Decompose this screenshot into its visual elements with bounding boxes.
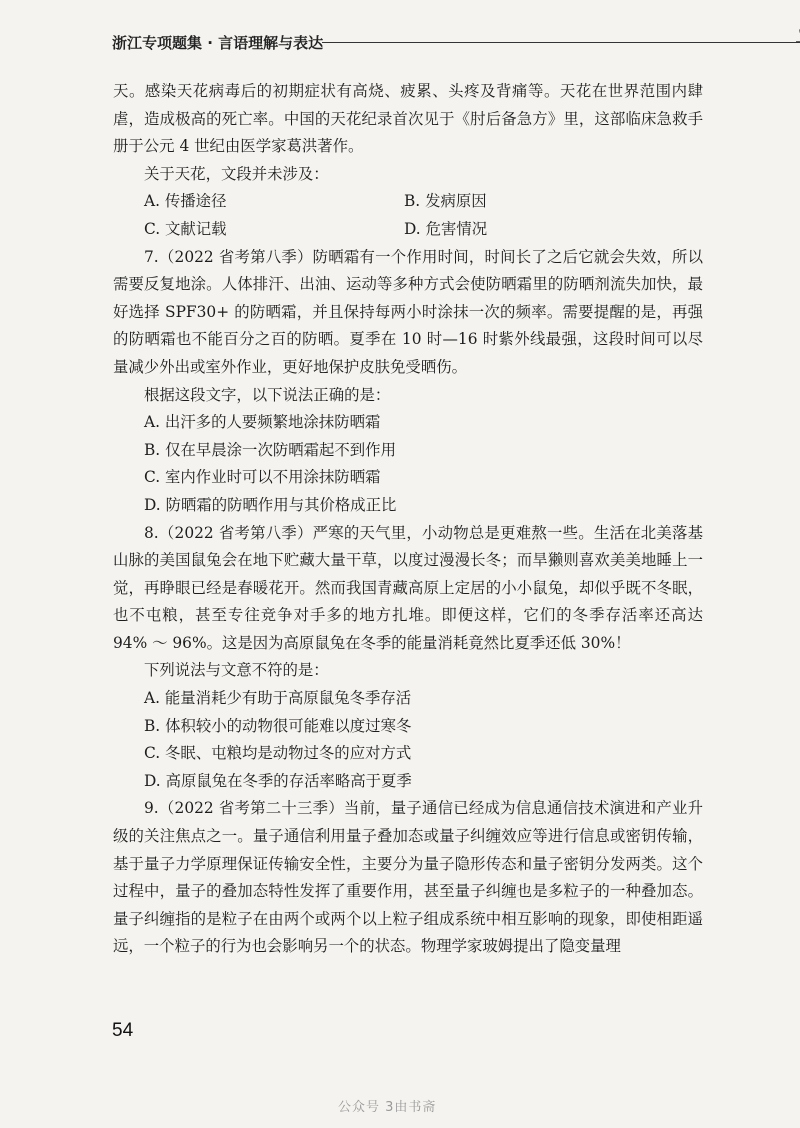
header-rule [322, 42, 800, 43]
page-content [113, 78, 703, 961]
option-b: B. 发病原因 [404, 192, 487, 211]
question-6-prompt: 关于天花，文段并未涉及： [144, 164, 329, 183]
option-a: A. 传播途径 [144, 192, 227, 211]
question-7-text: 7.（2022 省考第八季）防晒霜有一个作用时间，时间长了之后它就会失效，所以需要反复地涂。人体排汗、出油、运动等多种方式会使防晒霜里的防晒剂流失加快，最好选择 SPF30+ 的防晒霜，并且保持每两小时涂抹一次的频率。需要提醒的是，再强的防晒霜也不能百分之百的防晒。夏季在 10 时—16 时紫外线最强，这段时间可以尽量减少外出或室外作业，更好地保护皮肤免受晒伤。 [113, 247, 703, 376]
header-title: 浙江专项题集 · 言语理解与表达 [112, 34, 324, 52]
question-9-text: 9.（2022 省考第二十三季）当前，量子通信已经成为信息通信技术演进和产业升级的关注焦点之一。量子通信利用量子叠加态或量子纠缠效应等进行信息或密钥传输，基于量子力学原理保证传输安全性，主要分为量子隐形传态和量子密钥分发两类。这个过程中，量子的叠加态特性发挥了重要作用，甚至量子纠缠也是多粒子的一种叠加态。量子纠缠指的是粒子在由两个或两个以上粒子组成系统中相互影响的现象，即使相距遥远，一个粒子的行为也会影响另一个的状态。物理学家玻姆提出了隐变量理 [113, 799, 703, 956]
question-8-option-a: A. 能量消耗少有助于高原鼠兔冬季存活 [144, 689, 412, 708]
question-6-options-row-2 [113, 216, 703, 244]
question-8-option-c: C. 冬眠、屯粮均是动物过冬的应对方式 [144, 744, 412, 763]
question-7-option-d: D. 防晒霜的防晒作用与其价格成正比 [144, 495, 397, 514]
question-7-option-b: B. 仅在早晨涂一次防晒霜起不到作用 [144, 440, 396, 459]
question-7-prompt: 根据这段文字，以下说法正确的是： [144, 385, 391, 404]
question-8-text: 8.（2022 省考第八季）严寒的天气里，小动物总是更难熬一些。生活在北美落基山脉的美国鼠兔会在地下贮藏大量干草，以度过漫漫长冬；而旱獭则喜欢美美地睡上一觉，再睁眼已经是春暖花开。然而我国青藏高原上定居的小小鼠兔，却似乎既不冬眠，也不屯粮，甚至专往竞争对手多的地方扎堆。即便这样，它们的冬季存活率还高达 94% ～ 96%。这是因为高原鼠兔在冬季的能量消耗竟然比夏季还低 30%！ [113, 523, 703, 652]
watermark: 公众号 3由书斋 [338, 1100, 437, 1115]
question-7-option-c: C. 室内作业时可以不用涂抹防晒霜 [144, 468, 381, 487]
question-8-option-b: B. 体积较小的动物很可能难以度过寒冬 [144, 716, 412, 735]
sprout-leaf-icon [792, 26, 800, 66]
question-7-option-a: A. 出汗多的人要频繁地涂抹防晒霜 [144, 413, 381, 432]
passage-6-continuation: 天。感染天花病毒后的初期症状有高烧、疲累、头疼及背痛等。天花在世界范围内肆虐，造成极高的死亡率。中国的天花纪录首次见于《肘后备急方》里，这部临床急救手册于公元 4 世纪由医学家葛洪著作。 [113, 82, 703, 156]
question-8-option-d: D. 高原鼠兔在冬季的存活率略高于夏季 [144, 771, 412, 790]
running-header [112, 26, 722, 62]
question-6-options-row-1 [113, 188, 703, 216]
option-d: D. 危害情况 [404, 219, 488, 238]
question-8-prompt: 下列说法与文意不符的是： [144, 661, 329, 680]
option-c: C. 文献记载 [144, 219, 227, 238]
page-number: 54 [112, 1020, 134, 1041]
